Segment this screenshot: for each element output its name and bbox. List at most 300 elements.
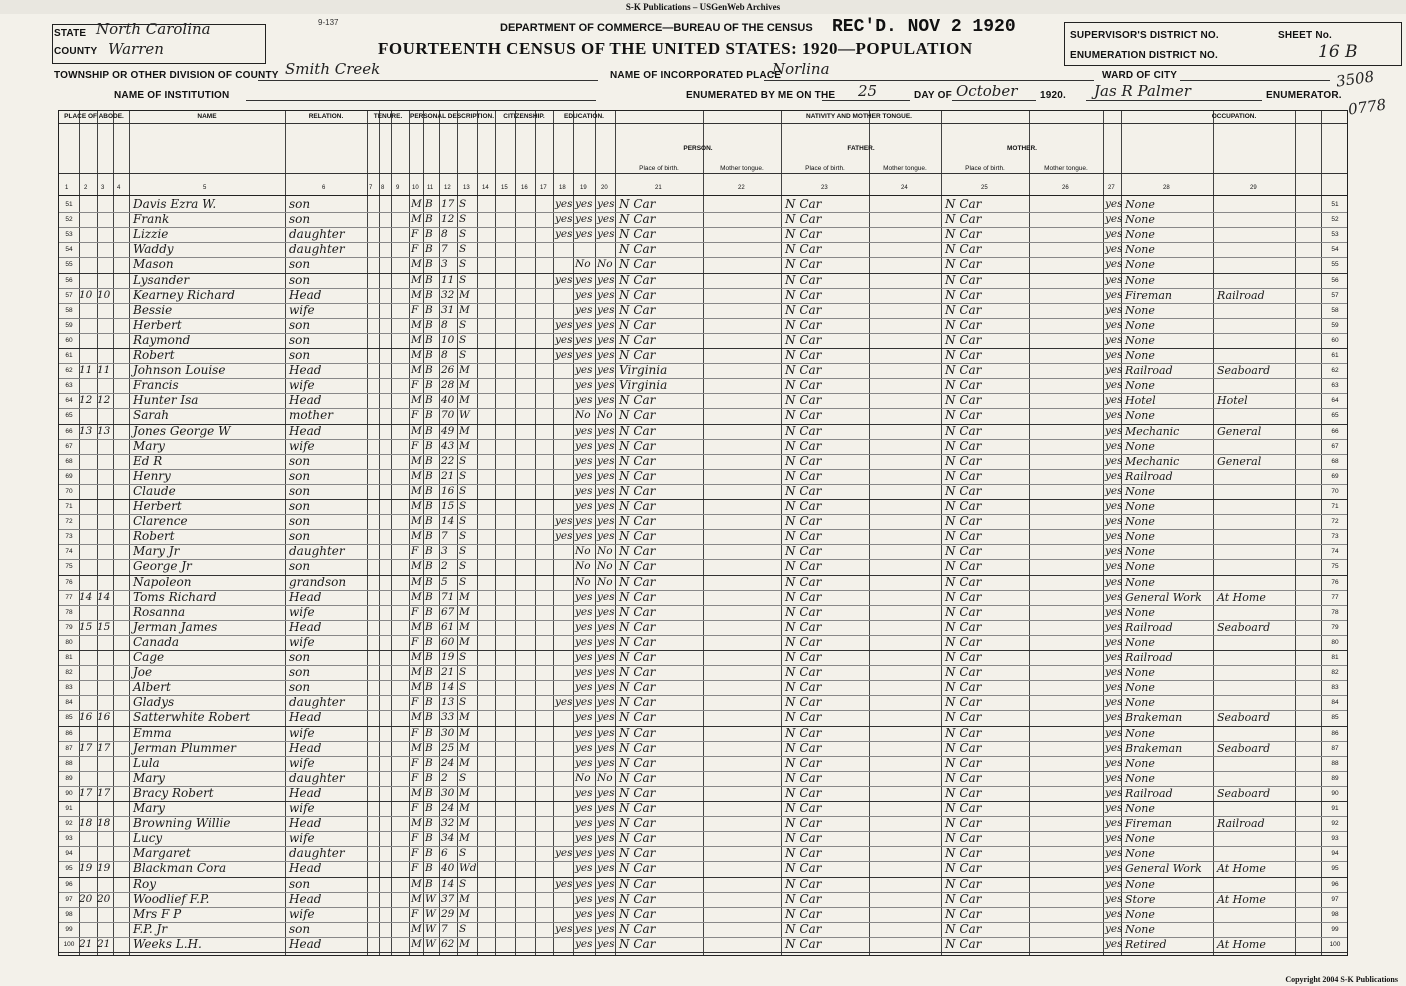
speaks-english: yes — [1105, 620, 1123, 633]
speaks-english: yes — [1105, 862, 1123, 875]
person-name: Jerman Plummer — [133, 740, 236, 755]
birthplace: N Car — [619, 287, 656, 302]
can-write: yes — [597, 439, 615, 452]
father-birthplace: N Car — [785, 725, 822, 740]
father-birthplace: N Car — [785, 378, 822, 393]
person-name: Herbert — [133, 317, 182, 332]
family-number: 14 — [97, 590, 111, 603]
relation: wife — [289, 801, 315, 815]
father-birthplace: N Car — [785, 287, 822, 302]
nativity-person: PERSON. — [683, 145, 713, 152]
father-birthplace: N Car — [785, 197, 822, 211]
person-name: Blackman Cora — [133, 861, 227, 876]
father-birthplace: N Car — [785, 695, 822, 710]
person-name: Jones George W — [133, 423, 231, 438]
line-number-right: 96 — [1331, 880, 1339, 888]
speaks-english: yes — [1105, 817, 1123, 830]
birthplace: Virginia — [619, 378, 668, 393]
line-number-right: 59 — [1331, 321, 1339, 329]
relation: Head — [289, 393, 322, 408]
speaks-english: yes — [1105, 666, 1123, 679]
age: 34 — [441, 832, 455, 845]
family-number: 16 — [97, 711, 111, 724]
line-number: 60 — [65, 336, 73, 344]
relation: son — [289, 499, 311, 513]
line-number: 75 — [65, 563, 73, 571]
speaks-english: yes — [1105, 303, 1123, 316]
father-birthplace: N Car — [785, 332, 822, 347]
marital-status: S — [459, 243, 467, 256]
speaks-english: yes — [1105, 258, 1123, 271]
occupation: General Work — [1125, 590, 1202, 604]
rule — [379, 111, 380, 955]
age: 60 — [441, 635, 455, 648]
can-read: yes — [575, 741, 593, 754]
industry: Hotel — [1217, 394, 1248, 408]
person-name: Lizzie — [133, 227, 169, 242]
race: B — [425, 786, 433, 799]
person-name: Margaret — [133, 846, 191, 861]
attended-school: yes — [555, 349, 573, 361]
person-name: Waddy — [133, 242, 174, 257]
person-name: Browning Willie — [133, 816, 231, 831]
speaks-english: yes — [1105, 922, 1123, 935]
birthplace: N Car — [619, 846, 656, 861]
can-read: yes — [575, 907, 593, 920]
occupation: None — [1125, 484, 1155, 498]
mother-birthplace: N Car — [945, 891, 982, 906]
relation: Head — [289, 816, 322, 831]
occupation: Fireman — [1125, 288, 1172, 302]
can-read: yes — [575, 666, 593, 679]
month-value: October — [956, 82, 1018, 100]
relation: son — [289, 921, 311, 936]
rule — [573, 111, 574, 955]
relation: son — [289, 559, 311, 574]
can-write: yes — [597, 318, 615, 331]
line-number-right: 62 — [1331, 367, 1339, 375]
sub-tongue-mother: Mother tongue. — [1044, 165, 1088, 172]
industry: General — [1217, 454, 1262, 468]
person-name: Woodlief F.P. — [133, 891, 210, 906]
birthplace: N Car — [619, 438, 656, 453]
family-number: 13 — [97, 424, 111, 437]
can-read: yes — [575, 862, 593, 875]
marital-status: M — [459, 439, 470, 452]
occupation: None — [1125, 907, 1155, 921]
marital-status: M — [459, 605, 470, 618]
mother-birthplace: N Car — [945, 393, 982, 408]
county-label: COUNTY — [54, 46, 98, 57]
can-read: yes — [575, 817, 593, 830]
occupation: Store — [1125, 892, 1156, 906]
mother-birthplace: N Car — [945, 514, 982, 529]
speaks-english: yes — [1105, 937, 1123, 950]
rule — [535, 111, 536, 955]
can-write: yes — [597, 741, 615, 754]
line-number-right: 79 — [1331, 623, 1339, 631]
race: B — [425, 349, 433, 361]
occupation: None — [1125, 726, 1155, 740]
relation: daughter — [289, 846, 345, 861]
rule — [285, 111, 286, 955]
marital-status: M — [459, 892, 470, 905]
line-number: 67 — [65, 442, 73, 450]
age: 12 — [441, 213, 455, 226]
speaks-english: yes — [1105, 847, 1123, 860]
relation: son — [289, 483, 311, 498]
can-write: yes — [597, 786, 615, 799]
line-number: 97 — [65, 895, 73, 903]
line-number-right: 88 — [1331, 759, 1339, 767]
occupation: None — [1125, 545, 1155, 559]
marital-status: W — [459, 409, 470, 422]
dwelling-number: 10 — [79, 288, 93, 301]
can-write: yes — [597, 651, 615, 663]
father-birthplace: N Car — [785, 604, 822, 619]
age: 14 — [441, 515, 455, 528]
race: B — [425, 545, 433, 558]
mother-birthplace: N Car — [945, 287, 982, 302]
person-name: Napoleon — [133, 574, 192, 589]
mother-birthplace: N Car — [945, 831, 982, 846]
can-write: yes — [597, 847, 615, 860]
person-name: Mason — [133, 257, 174, 272]
race: B — [425, 484, 433, 497]
mother-birthplace: N Car — [945, 212, 982, 227]
occupation: None — [1125, 500, 1155, 513]
family-number: 17 — [97, 786, 111, 799]
occupation: None — [1125, 696, 1155, 710]
sex: M — [411, 364, 422, 377]
can-read: yes — [575, 696, 593, 709]
line-number: 93 — [65, 835, 73, 843]
marital-status: S — [459, 333, 467, 346]
occupation: None — [1125, 439, 1155, 453]
industry: At Home — [1217, 590, 1266, 604]
can-read: yes — [575, 228, 593, 241]
can-read: yes — [575, 877, 593, 890]
birthplace: N Car — [619, 619, 656, 634]
birthplace: N Car — [619, 453, 656, 468]
attended-school: yes — [555, 847, 573, 860]
age: 2 — [441, 771, 448, 784]
father-birthplace: N Car — [785, 212, 822, 227]
rule — [477, 111, 478, 955]
can-write: yes — [597, 303, 615, 316]
age: 7 — [441, 243, 448, 256]
person-name: Roy — [133, 876, 157, 891]
line-number: 100 — [63, 940, 75, 948]
industry: Railroad — [1217, 288, 1265, 302]
age: 62 — [441, 937, 455, 950]
mother-birthplace: N Car — [945, 861, 982, 876]
age: 15 — [441, 500, 455, 512]
can-write: yes — [597, 892, 615, 905]
race: B — [425, 635, 433, 648]
father-birthplace: N Car — [785, 634, 822, 649]
township-label: TOWNSHIP OR OTHER DIVISION OF COUNTY — [54, 70, 279, 81]
speaks-english: yes — [1105, 771, 1123, 784]
marital-status: S — [459, 228, 467, 241]
relation: son — [289, 650, 311, 664]
marital-status: S — [459, 560, 467, 573]
relation: Head — [289, 619, 322, 634]
father-birthplace: N Car — [785, 665, 822, 680]
speaks-english: yes — [1105, 605, 1123, 618]
sex: M — [411, 741, 422, 754]
sex: M — [411, 515, 422, 528]
sex: F — [411, 696, 419, 709]
marital-status: M — [459, 424, 470, 437]
speaks-english: yes — [1105, 273, 1123, 286]
column-number: 26 — [1062, 185, 1069, 191]
sex: F — [411, 771, 419, 784]
attended-school: yes — [555, 877, 573, 890]
age: 17 — [441, 198, 455, 210]
rule — [129, 111, 130, 955]
marital-status: S — [459, 273, 467, 286]
speaks-english: yes — [1105, 484, 1123, 497]
enumerator-line — [1086, 100, 1262, 101]
birthplace: N Car — [619, 604, 656, 619]
birthplace: N Car — [619, 725, 656, 740]
line-number: 83 — [65, 684, 73, 692]
line-number: 82 — [65, 669, 73, 677]
family-number: 12 — [97, 394, 111, 407]
line-number-right: 84 — [1331, 699, 1339, 707]
occupation: Hotel — [1125, 394, 1156, 408]
mother-birthplace: N Car — [945, 544, 982, 559]
line-number: 59 — [65, 321, 73, 329]
father-birthplace: N Car — [785, 272, 822, 287]
column-number: 24 — [901, 185, 908, 191]
race: B — [425, 409, 433, 422]
column-number: 29 — [1250, 185, 1257, 191]
person-name: Clarence — [133, 514, 188, 529]
industry: Seaboard — [1217, 620, 1271, 634]
mother-birthplace: N Car — [945, 710, 982, 725]
line-number-right: 51 — [1331, 201, 1339, 208]
can-read: yes — [575, 273, 593, 286]
line-number-right: 58 — [1331, 306, 1339, 314]
line-number-right: 57 — [1331, 291, 1339, 299]
father-birthplace: N Car — [785, 544, 822, 559]
marital-status: M — [459, 786, 470, 799]
line-number-right: 53 — [1331, 231, 1339, 239]
race: B — [425, 515, 433, 528]
sheet-value: 16 B — [1318, 42, 1358, 62]
line-number: 86 — [65, 729, 73, 737]
speaks-english: yes — [1105, 469, 1123, 482]
person-name: Davis Ezra W. — [133, 197, 217, 211]
race: B — [425, 213, 433, 226]
marital-status: M — [459, 817, 470, 830]
speaks-english: yes — [1105, 318, 1123, 331]
rule — [1321, 111, 1322, 955]
can-write: yes — [597, 590, 615, 603]
age: 5 — [441, 575, 448, 588]
header-rule — [59, 173, 1347, 174]
occupation: None — [1125, 379, 1155, 393]
stamp-number: 3508 — [1334, 67, 1376, 91]
rule — [495, 111, 496, 955]
industry: Seaboard — [1217, 711, 1271, 725]
rule — [1213, 111, 1214, 955]
person-name: Rosanna — [133, 604, 186, 619]
column-number: 3 — [101, 185, 105, 191]
age: 14 — [441, 877, 455, 890]
line-number: 77 — [65, 593, 73, 601]
can-write: No — [597, 258, 613, 271]
column-number: 6 — [322, 185, 326, 191]
can-read: yes — [575, 198, 593, 210]
father-birthplace: N Car — [785, 755, 822, 770]
birthplace: N Car — [619, 227, 656, 242]
race: B — [425, 771, 433, 784]
column-number: 12 — [444, 185, 451, 191]
speaks-english: yes — [1105, 575, 1123, 588]
birthplace: N Car — [619, 665, 656, 680]
relation: wife — [289, 378, 315, 393]
marital-status: M — [459, 741, 470, 754]
speaks-english: yes — [1105, 786, 1123, 799]
occupation: General Work — [1125, 862, 1202, 876]
industry: General — [1217, 424, 1262, 438]
age: 31 — [441, 303, 455, 316]
ward-line — [1180, 80, 1330, 81]
can-read: yes — [575, 484, 593, 497]
sex: M — [411, 937, 422, 950]
attended-school: yes — [555, 213, 573, 226]
sub-pob-mother: Place of birth. — [965, 165, 1005, 172]
marital-status: M — [459, 590, 470, 603]
birthplace: N Car — [619, 906, 656, 921]
can-write: yes — [597, 877, 615, 890]
race: B — [425, 379, 433, 392]
line-number: 94 — [65, 850, 73, 858]
group-citizenship: CITIZENSHIP. — [503, 113, 545, 120]
birthplace: N Car — [619, 936, 656, 951]
family-number: 20 — [97, 892, 111, 905]
can-write: yes — [597, 273, 615, 286]
occupation: None — [1125, 333, 1155, 347]
occupation: None — [1125, 832, 1155, 846]
line-number: 57 — [65, 291, 73, 299]
age: 70 — [441, 409, 455, 422]
line-number-right: 61 — [1331, 352, 1339, 359]
mother-birthplace: N Car — [945, 332, 982, 347]
column-number: 14 — [482, 185, 489, 191]
marital-status: S — [459, 500, 467, 512]
father-birthplace: N Car — [785, 936, 822, 951]
speaks-english: yes — [1105, 213, 1123, 226]
line-number-right: 99 — [1331, 925, 1339, 933]
can-write: yes — [597, 711, 615, 724]
age: 3 — [441, 258, 448, 271]
can-write: No — [597, 560, 613, 573]
line-number: 92 — [65, 820, 73, 828]
mother-birthplace: N Car — [945, 770, 982, 785]
sex: M — [411, 786, 422, 799]
sex: F — [411, 409, 419, 422]
father-birthplace: N Car — [785, 740, 822, 755]
can-write: yes — [597, 379, 615, 392]
occupation: Mechanic — [1125, 424, 1180, 438]
age: 8 — [441, 228, 448, 241]
occupation: Brakeman — [1125, 741, 1183, 755]
father-birthplace: N Car — [785, 317, 822, 332]
rule — [869, 111, 870, 955]
mother-birthplace: N Car — [945, 468, 982, 483]
can-write: yes — [597, 817, 615, 830]
relation: daughter — [289, 770, 345, 785]
line-number-right: 63 — [1331, 382, 1339, 390]
race: B — [425, 575, 433, 588]
can-read: yes — [575, 937, 593, 950]
line-number-right: 80 — [1331, 638, 1339, 646]
age: 13 — [441, 696, 455, 709]
can-read: No — [575, 409, 591, 422]
can-read: yes — [575, 379, 593, 392]
rule — [1295, 111, 1296, 955]
enumerator-value: Jas R Palmer — [1094, 82, 1191, 100]
birthplace: N Car — [619, 634, 656, 649]
marital-status: S — [459, 515, 467, 528]
received-stamp: REC'D. NOV 2 1920 — [832, 17, 1016, 37]
county-value: Warren — [108, 40, 164, 58]
can-write: yes — [597, 394, 615, 407]
occupation: Mechanic — [1125, 454, 1180, 468]
marital-status: S — [459, 922, 467, 935]
mother-birthplace: N Car — [945, 197, 982, 211]
sex: M — [411, 560, 422, 573]
sex: F — [411, 303, 419, 316]
marital-status: S — [459, 696, 467, 709]
relation: wife — [289, 604, 315, 619]
person-name: Bessie — [133, 302, 173, 317]
line-number-right: 98 — [1331, 910, 1339, 918]
column-number: 2 — [84, 185, 88, 191]
birthplace: N Car — [619, 514, 656, 529]
industry: Seaboard — [1217, 741, 1271, 755]
relation: Head — [289, 891, 322, 906]
sex: M — [411, 530, 422, 543]
can-write: yes — [597, 424, 615, 437]
marital-status: M — [459, 364, 470, 377]
can-write: yes — [597, 605, 615, 618]
relation: son — [289, 348, 311, 362]
can-read: yes — [575, 922, 593, 935]
enumeration-label: ENUMERATION DISTRICT NO. — [1070, 50, 1218, 61]
person-name: Hunter Isa — [133, 393, 199, 408]
person-name: Lula — [133, 755, 160, 770]
person-name: Mary — [133, 770, 165, 785]
rule — [409, 111, 410, 955]
relation: son — [289, 468, 311, 483]
father-birthplace: N Car — [785, 514, 822, 529]
age: 7 — [441, 530, 448, 543]
line-number: 89 — [65, 774, 73, 782]
marital-status: M — [459, 394, 470, 407]
sex: F — [411, 862, 419, 875]
marital-status: S — [459, 545, 467, 558]
can-write: yes — [597, 500, 615, 512]
speaks-english: yes — [1105, 711, 1123, 724]
can-read: yes — [575, 847, 593, 860]
mother-birthplace: N Car — [945, 755, 982, 770]
race: B — [425, 318, 433, 331]
